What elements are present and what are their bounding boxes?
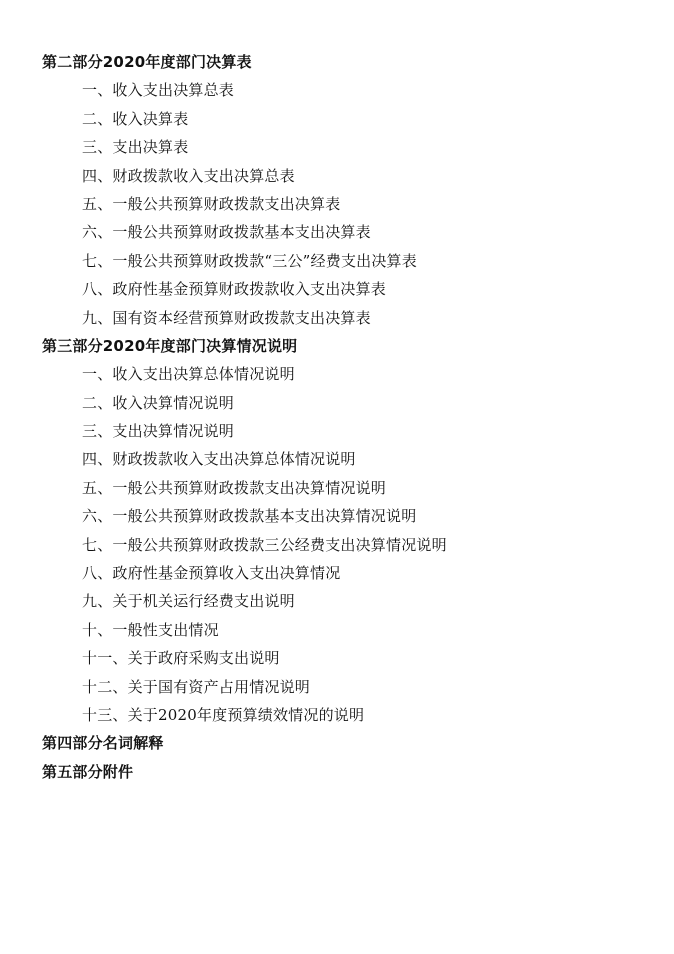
- part-3-item-2: 二、收入决算情况说明: [82, 393, 235, 412]
- part-4-heading: 第四部分名词解释: [42, 734, 164, 753]
- part-3-item-1: 一、收入支出决算总体情况说明: [82, 365, 295, 384]
- part-3-heading: 第三部分2020年度部门决算情况说明: [42, 336, 298, 355]
- part-3-item-13: 十三、关于2020年度预算绩效情况的说明: [82, 705, 365, 724]
- part-2-item-8: 八、政府性基金预算财政拨款收入支出决算表: [82, 280, 387, 299]
- part-2-item-4: 四、财政拨款收入支出决算总表: [82, 166, 295, 185]
- part-3-item-5: 五、一般公共预算财政拨款支出决算情况说明: [82, 478, 387, 497]
- part-3-item-7: 七、一般公共预算财政拨款三公经费支出决算情况说明: [82, 535, 447, 554]
- table-of-contents: [42, 48, 642, 786]
- part-3-item-3: 三、支出决算情况说明: [82, 422, 235, 441]
- part-2-heading: 第二部分2020年度部门决算表: [42, 53, 252, 71]
- part-3-item-12: 十二、关于国有资产占用情况说明: [82, 677, 311, 696]
- part-3-item-6: 六、一般公共预算财政拨款基本支出决算情况说明: [82, 507, 417, 526]
- part-2-item-6: 六、一般公共预算财政拨款基本支出决算表: [82, 223, 371, 242]
- part-3-item-11: 十一、关于政府采购支出说明: [82, 649, 280, 668]
- part-2-item-1: 一、收入支出决算总表: [82, 81, 235, 100]
- part-3-item-4: 四、财政拨款收入支出决算总体情况说明: [82, 450, 356, 469]
- part-2-item-3: 三、支出决算表: [82, 138, 189, 157]
- part-2-item-5: 五、一般公共预算财政拨款支出决算表: [82, 194, 341, 213]
- part-3-item-9: 九、关于机关运行经费支出说明: [82, 592, 295, 611]
- part-2-item-2: 二、收入决算表: [82, 109, 189, 128]
- part-3-item-10: 十、一般性支出情况: [82, 620, 219, 639]
- part-3-item-8: 八、政府性基金预算收入支出决算情况: [82, 564, 341, 583]
- part-5-heading: 第五部分附件: [42, 762, 134, 781]
- part-2-item-7: 七、一般公共预算财政拨款“三公”经费支出决算表: [82, 251, 417, 270]
- part-2-item-9: 九、国有资本经营预算财政拨款支出决算表: [82, 308, 371, 327]
